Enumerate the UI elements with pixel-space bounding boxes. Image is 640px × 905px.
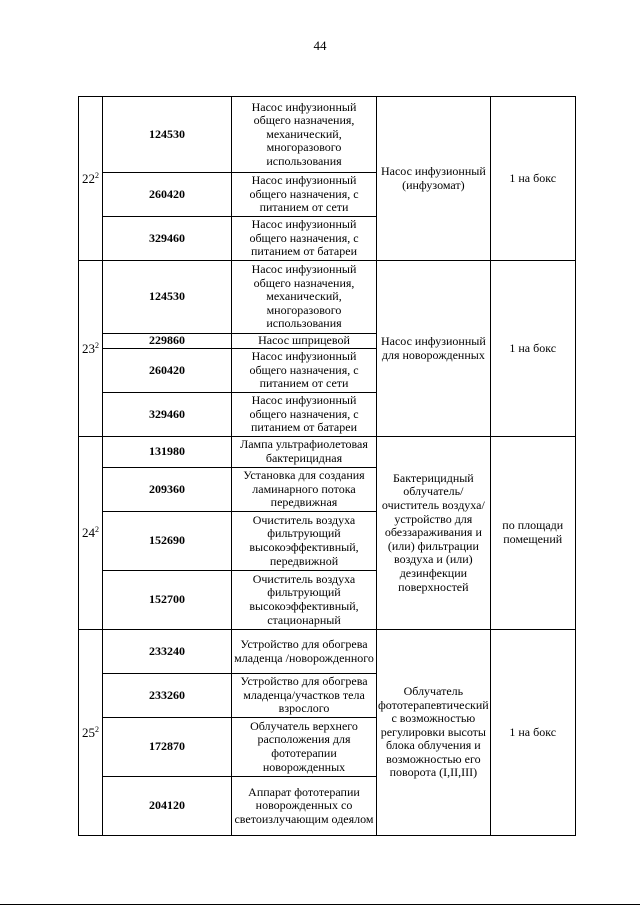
- device-code: 260420: [103, 349, 232, 393]
- device-quantity: 1 на бокс: [490, 261, 575, 437]
- table-row: [79, 630, 576, 674]
- device-code: 152690: [103, 512, 232, 571]
- device-name: Насос шприцевой: [232, 334, 377, 349]
- device-name: Насос инфузионный общего назначения, с питанием от батареи: [232, 393, 377, 437]
- device-name: Насос инфузионный общего назначения, с питанием от сети: [232, 349, 377, 393]
- device-code: 229860: [103, 334, 232, 349]
- device-code: 233260: [103, 674, 232, 718]
- device-quantity: 1 на бокс: [490, 630, 575, 836]
- device-code: 204120: [103, 777, 232, 836]
- device-name: Устройство для обогрева младенца/участков тела взрослого: [232, 674, 377, 718]
- device-name: Аппарат фототерапии новорожденных со светоизлучающим одеялом: [232, 777, 377, 836]
- table-row: [79, 261, 576, 334]
- device-code: 329460: [103, 393, 232, 437]
- device-name: Устройство для обогрева младенца /новорожденного: [232, 630, 377, 674]
- page-number: 44: [313, 38, 327, 53]
- device-code: 260420: [103, 173, 232, 217]
- device-code: 124530: [103, 97, 232, 173]
- device-name: Лампа ультрафиолетовая бактерицидная: [232, 437, 377, 468]
- device-name: Насос инфузионный общего назначения, с питанием от сети: [232, 173, 377, 217]
- row-number: $24^2$: [79, 437, 103, 630]
- device-function: Облучатель фототерапевтический с возможностью регулировки высоты блока облучения и возможностью его поворота (I,II,III): [377, 630, 491, 836]
- device-code: 209360: [103, 468, 232, 512]
- device-function: Бактерицидный облучатель/ очиститель воздуха/ устройство для обеззараживания и (или) фильтрации воздуха и (или) дезинфекции поверхностей: [377, 437, 491, 630]
- table-row: [79, 437, 576, 468]
- device-code: 131980: [103, 437, 232, 468]
- row-number: $23^2$: [79, 261, 103, 437]
- device-name: Установка для создания ламинарного потока передвижная: [232, 468, 377, 512]
- device-function: Насос инфузионный для новорожденных: [377, 261, 491, 437]
- device-code: 233240: [103, 630, 232, 674]
- device-name: Облучатель верхнего расположения для фототерапии новорожденных: [232, 718, 377, 777]
- device-name: Насос инфузионный общего назначения, механический, многоразового использования: [232, 97, 377, 173]
- row-number: $25^2$: [79, 630, 103, 836]
- device-code: 172870: [103, 718, 232, 777]
- equipment-table: [78, 96, 576, 836]
- row-number: $22^2$: [79, 97, 103, 261]
- device-code: 124530: [103, 261, 232, 334]
- device-quantity: 1 на бокс: [490, 97, 575, 261]
- table-row: [79, 97, 576, 173]
- device-quantity: по площади помещений: [490, 437, 575, 630]
- device-code: 329460: [103, 217, 232, 261]
- device-name: Насос инфузионный общего назначения, с питанием от батареи: [232, 217, 377, 261]
- device-name: Очиститель воздуха фильтрующий высокоэффективный, передвижной: [232, 512, 377, 571]
- device-name: Очиститель воздуха фильтрующий высокоэффективный, стационарный: [232, 571, 377, 630]
- device-code: 152700: [103, 571, 232, 630]
- device-name: Насос инфузионный общего назначения, механический, многоразового использования: [232, 261, 377, 334]
- device-function: Насос инфузионный (инфузомат): [377, 97, 491, 261]
